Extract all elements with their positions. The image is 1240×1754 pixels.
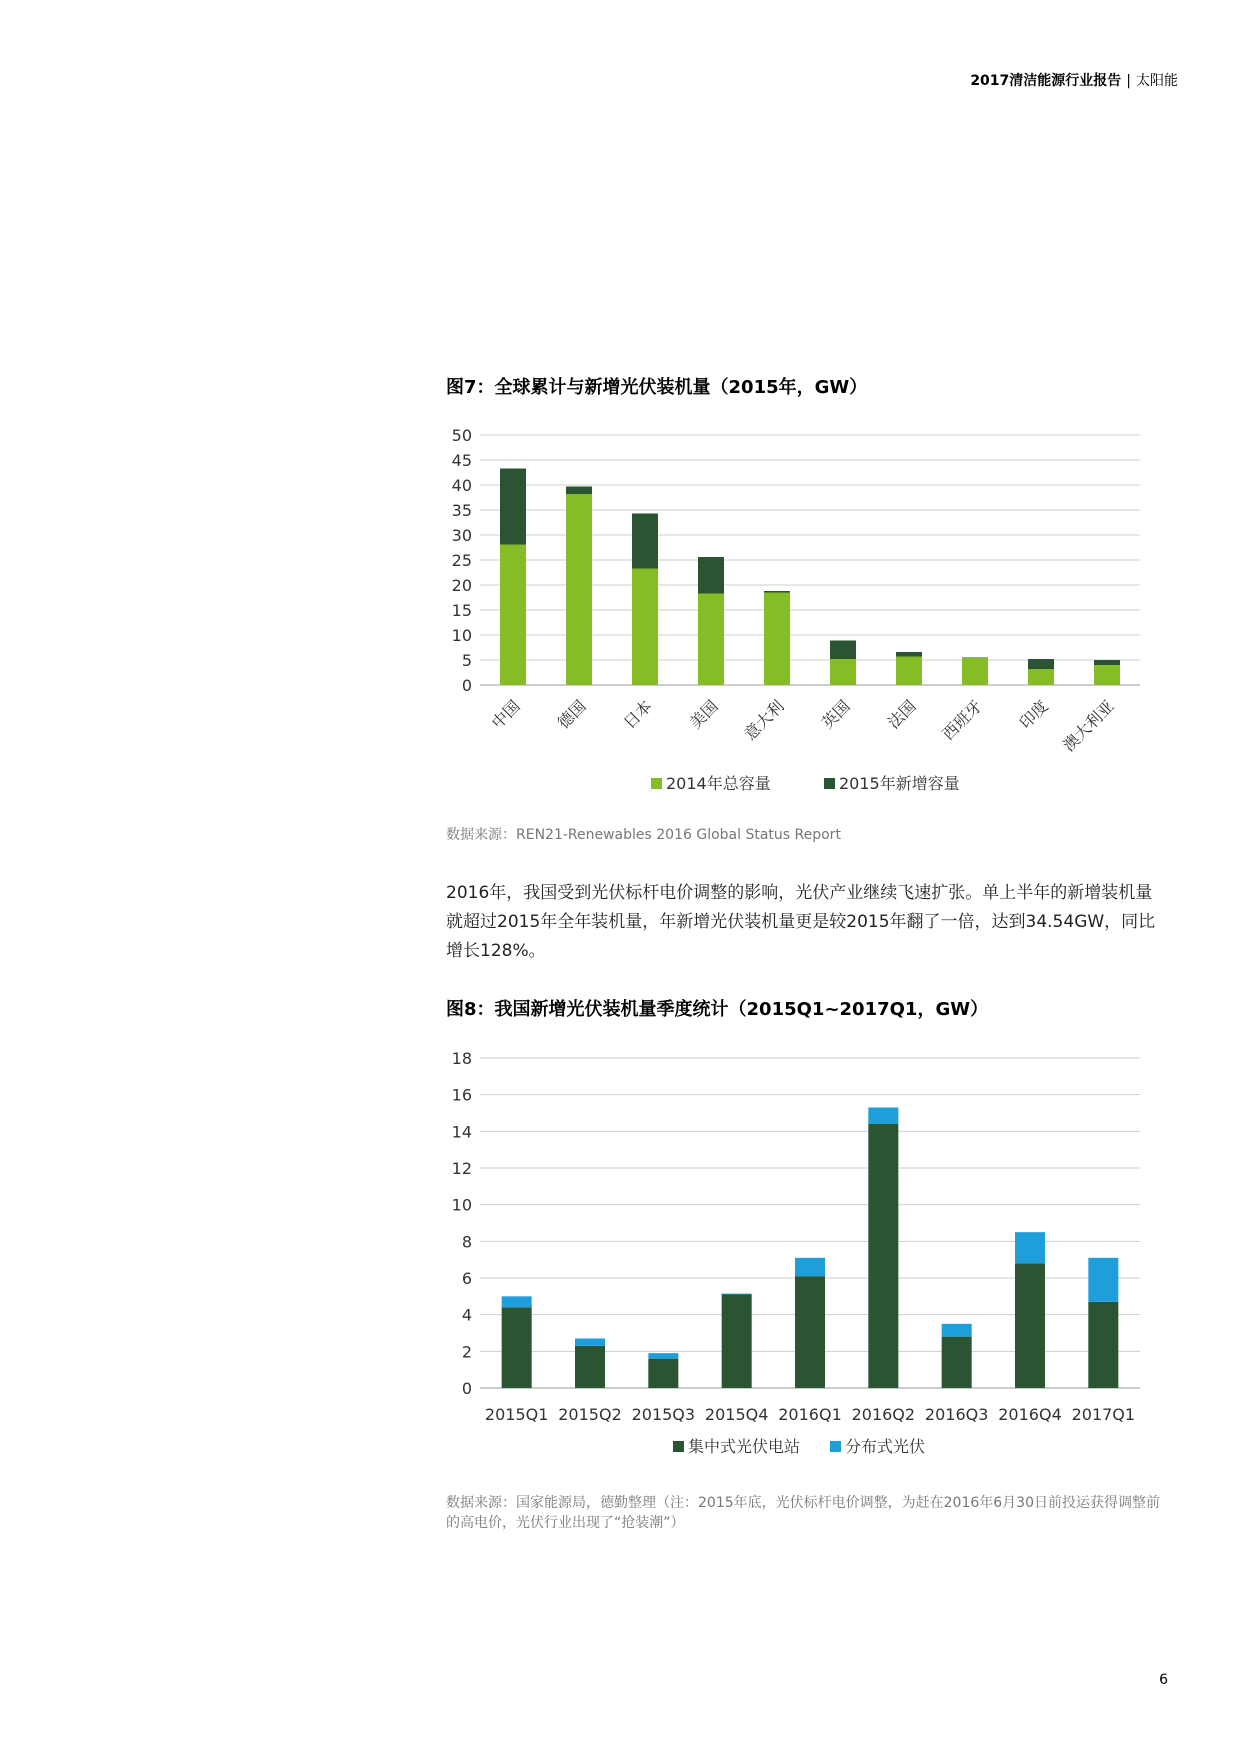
legend-swatch — [673, 1441, 684, 1452]
legend-swatch — [830, 1441, 841, 1452]
x-tick-label: 2015Q4 — [704, 1405, 769, 1424]
bar-series1-2017Q1 — [1088, 1302, 1118, 1388]
bar-series2-2016Q3 — [942, 1324, 972, 1337]
bar-series1-日本 — [632, 569, 658, 686]
y-tick-label: 4 — [461, 1305, 472, 1325]
bar-series1-2016Q4 — [1015, 1263, 1045, 1388]
bar-series2-2015Q2 — [575, 1339, 605, 1346]
legend-label: 集中式光伏电站 — [688, 1437, 801, 1456]
x-tick-label: 日本 — [619, 696, 656, 733]
bar-series1-印度 — [1028, 669, 1054, 685]
bar-series2-2016Q4 — [1015, 1232, 1045, 1263]
x-tick-label: 2017Q1 — [1071, 1405, 1136, 1424]
legend-swatch — [651, 778, 662, 789]
bar-series1-2015Q4 — [722, 1295, 752, 1389]
figure8-chart — [430, 1038, 1170, 1458]
x-tick-label: 意大利 — [740, 696, 788, 744]
bar-series1-澳大利亚 — [1094, 665, 1120, 685]
y-tick-label: 50 — [451, 426, 472, 445]
bar-series2-西班牙 — [962, 658, 988, 659]
x-tick-label: 2015Q2 — [558, 1405, 622, 1424]
body-paragraph: 2016年，我国受到光伏标杆电价调整的影响，光伏产业继续飞速扩张。单上半年的新增装机量就超过2015年全年装机量，年新增光伏装机量更是较2015年翻了一倍，达到34.54GW，同比增长128%。 — [446, 883, 1156, 961]
x-tick-label: 英国 — [817, 696, 854, 733]
bar-series1-英国 — [830, 659, 856, 685]
bar-series2-2015Q1 — [502, 1296, 532, 1307]
bar-series2-法国 — [896, 652, 922, 657]
x-tick-label: 法国 — [883, 696, 920, 733]
x-tick-label: 2016Q4 — [998, 1405, 1062, 1424]
x-tick-label: 西班牙 — [938, 696, 986, 744]
legend-label: 分布式光伏 — [845, 1437, 926, 1456]
bar-series2-2015Q4 — [722, 1294, 752, 1295]
bar-series2-2017Q1 — [1088, 1258, 1118, 1302]
y-tick-label: 35 — [451, 501, 472, 520]
page-number: 6 — [1159, 1672, 1168, 1688]
figure7-title: 图7：全球累计与新增光伏装机量（2015年，GW） — [446, 377, 868, 398]
bar-series2-2016Q1 — [795, 1258, 825, 1276]
y-tick-label: 8 — [461, 1232, 472, 1252]
figure8-source: 数据来源：国家能源局，德勤整理（注：2015年底，光伏标杆电价调整，为赶在2016年6月30日前投运获得调整前的高电价，光伏行业出现了“抢装潮”） — [446, 1495, 1160, 1531]
bar-series1-2015Q1 — [502, 1307, 532, 1388]
bar-series1-2015Q2 — [575, 1346, 605, 1388]
bar-series2-印度 — [1028, 659, 1054, 669]
y-tick-label: 16 — [451, 1085, 472, 1105]
y-tick-label: 30 — [451, 526, 472, 545]
bar-series1-德国 — [566, 494, 592, 685]
y-tick-label: 14 — [451, 1122, 472, 1142]
y-tick-label: 2 — [461, 1342, 472, 1362]
y-tick-label: 18 — [451, 1049, 472, 1068]
y-tick-label: 0 — [461, 676, 472, 695]
x-tick-label: 2016Q3 — [924, 1405, 989, 1424]
page-header — [970, 70, 1178, 90]
y-tick-label: 15 — [451, 601, 472, 620]
bar-series1-2016Q3 — [942, 1337, 972, 1388]
y-tick-label: 10 — [451, 1195, 472, 1215]
bar-series2-日本 — [632, 514, 658, 569]
y-tick-label: 12 — [451, 1159, 472, 1178]
x-tick-label: 印度 — [1015, 696, 1052, 733]
bar-series1-中国 — [500, 545, 526, 686]
bar-series1-2016Q1 — [795, 1276, 825, 1388]
bar-series1-西班牙 — [962, 658, 988, 685]
x-tick-label: 德国 — [553, 696, 590, 733]
legend-label: 2015年新增容量 — [839, 774, 960, 793]
x-tick-label: 中国 — [487, 696, 524, 733]
y-tick-label: 5 — [461, 651, 472, 670]
bar-series2-德国 — [566, 487, 592, 495]
x-tick-label: 美国 — [685, 696, 722, 733]
bar-series1-2015Q3 — [648, 1359, 678, 1388]
figure7-chart — [430, 420, 1170, 800]
bar-series2-意大利 — [764, 591, 790, 593]
bar-series2-美国 — [698, 557, 724, 594]
bar-series2-中国 — [500, 469, 526, 545]
y-tick-label: 0 — [461, 1379, 472, 1398]
figure7-source: 数据来源：REN21-Renewables 2016 Global Status Report — [446, 827, 841, 843]
bar-series2-2016Q2 — [868, 1108, 898, 1125]
x-tick-label: 2015Q1 — [484, 1405, 549, 1424]
bar-series2-2015Q3 — [648, 1353, 678, 1359]
legend-swatch — [824, 778, 835, 789]
bar-series1-意大利 — [764, 593, 790, 686]
bar-series2-英国 — [830, 641, 856, 660]
bar-series1-2016Q2 — [868, 1124, 898, 1388]
y-tick-label: 25 — [451, 551, 472, 570]
y-tick-label: 6 — [461, 1269, 472, 1288]
x-tick-label: 2016Q1 — [778, 1405, 842, 1424]
x-tick-label: 2016Q2 — [851, 1405, 916, 1424]
report-title: 2017清洁能源行业报告 — [970, 73, 1122, 89]
legend-label: 2014年总容量 — [666, 774, 771, 793]
x-tick-label: 澳大利亚 — [1059, 696, 1118, 756]
bar-series1-美国 — [698, 594, 724, 686]
header-separator: | — [1126, 73, 1131, 89]
y-tick-label: 40 — [451, 476, 472, 495]
figure8-title: 图8：我国新增光伏装机量季度统计（2015Q1~2017Q1，GW） — [446, 999, 989, 1020]
bar-series1-法国 — [896, 657, 922, 686]
section-name: 太阳能 — [1136, 73, 1178, 89]
y-tick-label: 10 — [451, 626, 472, 645]
y-tick-label: 20 — [451, 576, 472, 595]
x-tick-label: 2015Q3 — [631, 1405, 696, 1424]
bar-series2-澳大利亚 — [1094, 660, 1120, 665]
y-tick-label: 45 — [451, 451, 472, 470]
